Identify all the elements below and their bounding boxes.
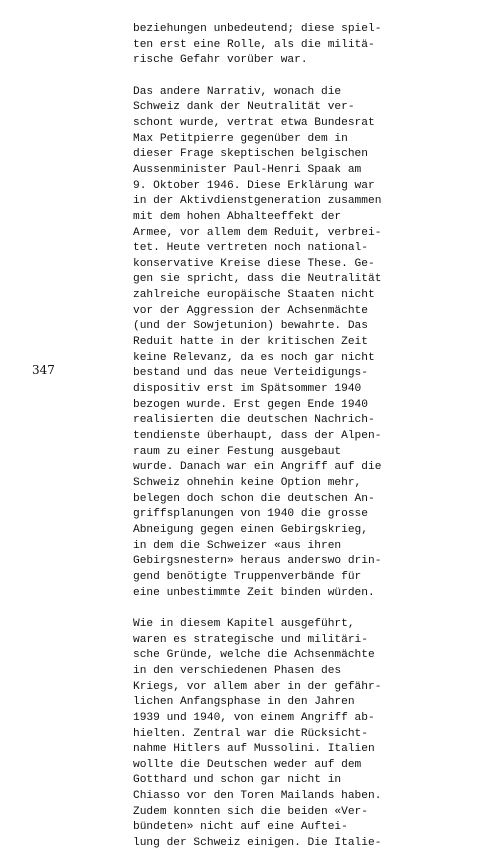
text-line: raum zu einer Festung ausgebaut <box>133 445 342 458</box>
paragraph-1 <box>133 22 393 69</box>
text-line: Max Petitpierre gegenüber dem in <box>133 132 348 145</box>
text-line: Wie in diesem Kapitel ausgeführt, <box>133 617 355 630</box>
text-line: dieser Frage skeptischen belgischen <box>133 148 368 161</box>
margin-page-number: 347 <box>32 363 55 377</box>
text-line: lichen Anfangsphase in den Jahren <box>133 696 355 709</box>
text-line: 9. Oktober 1946. Diese Erklärung war <box>133 179 375 192</box>
text-line: bündeten» nicht auf eine Auftei- <box>133 821 348 834</box>
text-line: gen sie spricht, dass die Neutralität <box>133 273 382 286</box>
text-line: gend benötigte Truppenverbände für <box>133 570 362 583</box>
text-line: eine unbestimmte Zeit binden würden. <box>133 586 375 599</box>
paragraph-3 <box>133 617 393 852</box>
text-line: Schweiz dank der Neutralität ver- <box>133 101 355 114</box>
text-line: hielten. Zentral war die Rücksicht- <box>133 727 368 740</box>
text-line: Gotthard und schon gar nicht in <box>133 774 342 787</box>
text-line: Zudem konnten sich die beiden «Ver- <box>133 805 368 818</box>
text-line: in dem die Schweizer «aus ihren <box>133 539 342 552</box>
text-line: realisierten die deutschen Nachrich- <box>133 414 375 427</box>
text-line: dispositiv erst im Spätsommer 1940 <box>133 383 362 396</box>
text-line: Armee, vor allem dem Reduit, verbrei- <box>133 226 382 239</box>
text-line: waren es strategische und militäri- <box>133 633 368 646</box>
text-line: ten erst eine Rolle, als die militä- <box>133 38 375 51</box>
text-line: Schweiz ohnehin keine Option mehr, <box>133 477 362 490</box>
text-line: tet. Heute vertreten noch national- <box>133 242 368 255</box>
text-line: nahme Hitlers auf Mussolini. Italien <box>133 743 375 756</box>
text-line: Kriegs, vor allem aber in der gefähr- <box>133 680 382 693</box>
text-line: belegen doch schon die deutschen An- <box>133 492 375 505</box>
paragraph-2 <box>133 85 393 602</box>
text-line: lung der Schweiz einigen. Die Italie- <box>133 837 382 850</box>
text-line: 1939 und 1940, von einem Angriff ab- <box>133 711 375 724</box>
text-line: vor der Aggression der Achsenmächte <box>133 304 368 317</box>
text-line: schont wurde, vertrat etwa Bundesrat <box>133 116 375 129</box>
text-line: Abneigung gegen einen Gebirgskrieg, <box>133 523 368 536</box>
text-line: Chiasso vor den Toren Mailands haben. <box>133 790 382 803</box>
text-line: mit dem hohen Abhalteeffekt der <box>133 210 342 223</box>
text-line: Gebirgsnestern» heraus anderswo drin- <box>133 555 382 568</box>
text-line: keine Relevanz, da es noch gar nicht <box>133 351 375 364</box>
text-line: bezogen wurde. Erst gegen Ende 1940 <box>133 398 368 411</box>
text-line: griffsplanungen von 1940 die grosse <box>133 508 368 521</box>
text-column <box>133 22 393 867</box>
text-line: tendienste überhaupt, dass der Alpen- <box>133 430 382 443</box>
text-line: Aussenminister Paul-Henri Spaak am <box>133 163 362 176</box>
text-line: wurde. Danach war ein Angriff auf die <box>133 461 382 474</box>
text-line: sche Gründe, welche die Achsenmächte <box>133 649 375 662</box>
text-line: in den verschiedenen Phasen des <box>133 664 342 677</box>
text-line: wollte die Deutschen weder auf dem <box>133 758 362 771</box>
text-line: (und der Sowjetunion) bewahrte. Das <box>133 320 368 333</box>
text-line: zahlreiche europäische Staaten nicht <box>133 289 375 302</box>
text-line: in der Aktivdienstgeneration zusammen <box>133 195 382 208</box>
text-line: Das andere Narrativ, wonach die <box>133 85 342 98</box>
text-line: Reduit hatte in der kritischen Zeit <box>133 336 368 349</box>
text-line: beziehungen unbedeutend; diese spiel- <box>133 23 382 35</box>
text-line: konservative Kreise diese These. Ge- <box>133 257 375 270</box>
text-line: rische Gefahr vorüber war. <box>133 54 308 67</box>
text-line: bestand und das neue Verteidigungs- <box>133 367 368 380</box>
